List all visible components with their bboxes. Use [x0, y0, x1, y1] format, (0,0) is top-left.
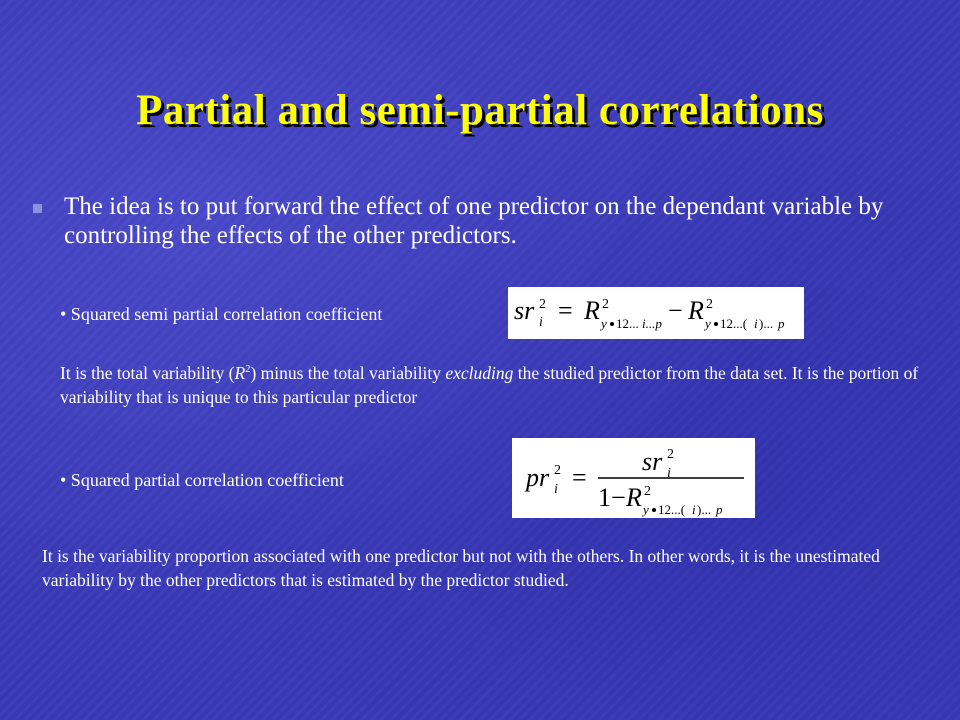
partial-formula [512, 438, 755, 518]
main-bullet-text: The idea is to put forward the effect of one predictor on the dependant variable by controlling the effects of the other predictors. [64, 193, 884, 249]
svg-text:p: p [778, 316, 785, 331]
partial-label: • Squared partial correlation coefficient [60, 470, 344, 490]
semi-partial-description [60, 358, 920, 409]
semi-partial-description-part3: the studied predictor from the data set. It is the portion of variability that is unique to this particular predictor [60, 362, 919, 407]
svg-text:)...: )... [759, 316, 774, 331]
svg-text:R: R [626, 483, 642, 512]
semi-partial-description-part2: ) minus the total variability [250, 362, 446, 383]
svg-text:sr: sr [642, 447, 663, 476]
svg-text:12...(: 12...( [720, 316, 748, 331]
svg-text:y: y [601, 316, 607, 331]
semi-partial-formula-image [508, 287, 804, 339]
svg-text:2: 2 [667, 447, 674, 462]
svg-text:=: = [572, 463, 587, 492]
svg-text:R: R [688, 296, 704, 325]
svg-text:R: R [584, 296, 600, 325]
svg-text:)...: )... [697, 502, 712, 517]
svg-text:pr: pr [526, 463, 550, 492]
svg-text:2: 2 [602, 297, 609, 312]
excluding-word: excluding [445, 362, 514, 383]
square-bullet-icon [33, 204, 42, 213]
svg-text:1−: 1− [598, 483, 626, 512]
svg-text:sr: sr [514, 296, 535, 325]
partial-formula-image [512, 438, 755, 518]
svg-text:i: i [539, 315, 543, 330]
svg-text:=: = [558, 296, 573, 325]
svg-text:i: i [754, 316, 758, 331]
svg-text:2: 2 [644, 484, 651, 499]
semi-partial-description-part1: It is the total variability ( [60, 362, 235, 383]
svg-text:i: i [692, 502, 696, 517]
r-symbol: R [234, 362, 246, 383]
svg-text:y: y [643, 502, 649, 517]
svg-text:y: y [705, 316, 711, 331]
svg-text:i: i [667, 466, 671, 481]
svg-text:p: p [716, 502, 723, 517]
svg-text:2: 2 [554, 463, 561, 478]
svg-text:12...: 12... [616, 316, 639, 331]
partial-description: It is the variability proportion associated with one predictor but not with the others. In other words, it is the unestimated variability by the other predictors that is estimated by the predictor studied. [42, 546, 880, 590]
svg-text:12...(: 12...( [658, 502, 686, 517]
svg-text:−: − [668, 296, 683, 325]
semi-partial-formula [508, 287, 804, 339]
svg-text:2: 2 [539, 297, 546, 312]
semi-partial-label: • Squared semi partial correlation coefficient [60, 304, 383, 324]
slide-title: Partial and semi-partial correlations [136, 87, 824, 134]
r-power: 2 [245, 364, 251, 375]
svg-text:2: 2 [706, 297, 713, 312]
svg-text:i...p: i...p [642, 316, 662, 331]
svg-text:i: i [554, 482, 558, 497]
